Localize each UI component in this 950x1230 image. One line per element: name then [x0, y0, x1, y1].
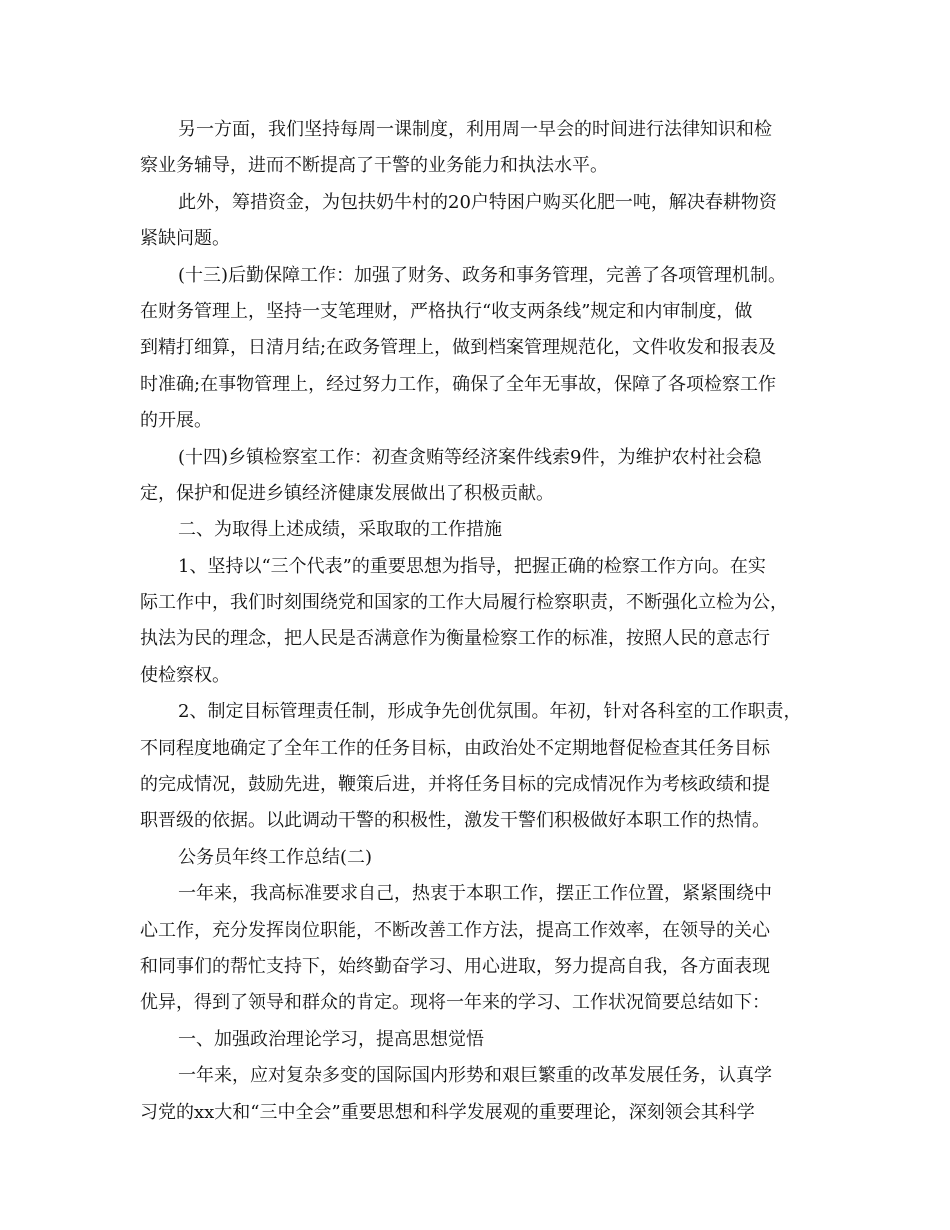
text-line: 一年来，应对复杂多变的国际国内形势和艰巨繁重的改革发展任务，认真学 — [178, 1065, 772, 1087]
text-line: 定，保护和促进乡镇经济健康发展做出了积极贡献。 — [140, 482, 554, 504]
text-line: 的开展。 — [140, 410, 212, 432]
text-line: 际工作中，我们时刻围绕党和国家的工作大局履行检察职责，不断强化立检为公， — [140, 592, 788, 614]
text-line: 另一方面，我们坚持每周一课制度，利用周一早会的时间进行法律知识和检 — [178, 119, 772, 140]
text-line: 习党的xx大和“三中全会”重要思想和科学发展观的重要理论，深刻领会其科学 — [140, 1101, 755, 1123]
text-line: 职晋级的依据。以此调动干警的积极性，激发干警们积极做好本职工作的热情。 — [140, 810, 770, 832]
text-line: 察业务辅导，进而不断提高了干警的业务能力和执法水平。 — [140, 155, 608, 177]
text-line: 到精打细算，日清月结;在政务管理上，做到档案管理规范化，文件收发和报表及 — [140, 337, 777, 359]
text-line: 此外，筹措资金，为包扶奶牛村的20户特困户购买化肥一吨，解决春耕物资 — [178, 191, 777, 213]
section-heading: 二、为取得上述成绩，采取取的工作措施 — [178, 519, 502, 541]
text-line: 不同程度地确定了全年工作的任务目标，由政治处不定期地督促检查其任务目标 — [140, 737, 770, 759]
text-line: 2、制定目标管理责任制，形成争先创优氛围。年初，针对各科室的工作职责， — [178, 701, 802, 723]
text-line: (十三)后勤保障工作：加强了财务、政务和事务管理，完善了各项管理机制。 — [178, 264, 787, 286]
text-line: 的完成情况，鼓励先进，鞭策后进，并将任务目标的完成情况作为考核政绩和提 — [140, 774, 770, 796]
text-line: 紧缺问题。 — [140, 228, 230, 250]
text-line: 执法为民的理念，把人民是否满意作为衡量检察工作的标准，按照人民的意志行 — [140, 628, 770, 650]
text-line: 一年来，我高标准要求自己，热衷于本职工作，摆正工作位置，紧紧围绕中 — [178, 883, 772, 905]
text-line: 时准确;在事物管理上，经过努力工作，确保了全年无事故，保障了各项检察工作 — [140, 373, 777, 395]
text-line: 使检察权。 — [140, 664, 230, 686]
text-line: 和同事们的帮忙支持下，始终勤奋学习、用心进取，努力提高自我，各方面表现 — [140, 955, 770, 977]
text-line: 心工作，充分发挥岗位职能，不断改善工作方法，提高工作效率，在领导的关心 — [140, 919, 770, 941]
text-line: 优异，得到了领导和群众的肯定。现将一年来的学习、工作状况简要总结如下： — [140, 992, 770, 1014]
section-heading: 一、加强政治理论学习，提高思想觉悟 — [178, 1028, 484, 1050]
section-title: 公务员年终工作总结(二) — [178, 846, 373, 868]
text-line: 1、坚持以“三个代表”的重要思想为指导，把握正确的检察工作方向。在实 — [178, 555, 766, 577]
text-line: 在财务管理上，坚持一支笔理财，严格执行“收支两条线”规定和内审制度，做 — [140, 300, 753, 322]
text-line: (十四)乡镇检察室工作：初查贪贿等经济案件线索9件，为维护农村社会稳 — [178, 446, 762, 468]
